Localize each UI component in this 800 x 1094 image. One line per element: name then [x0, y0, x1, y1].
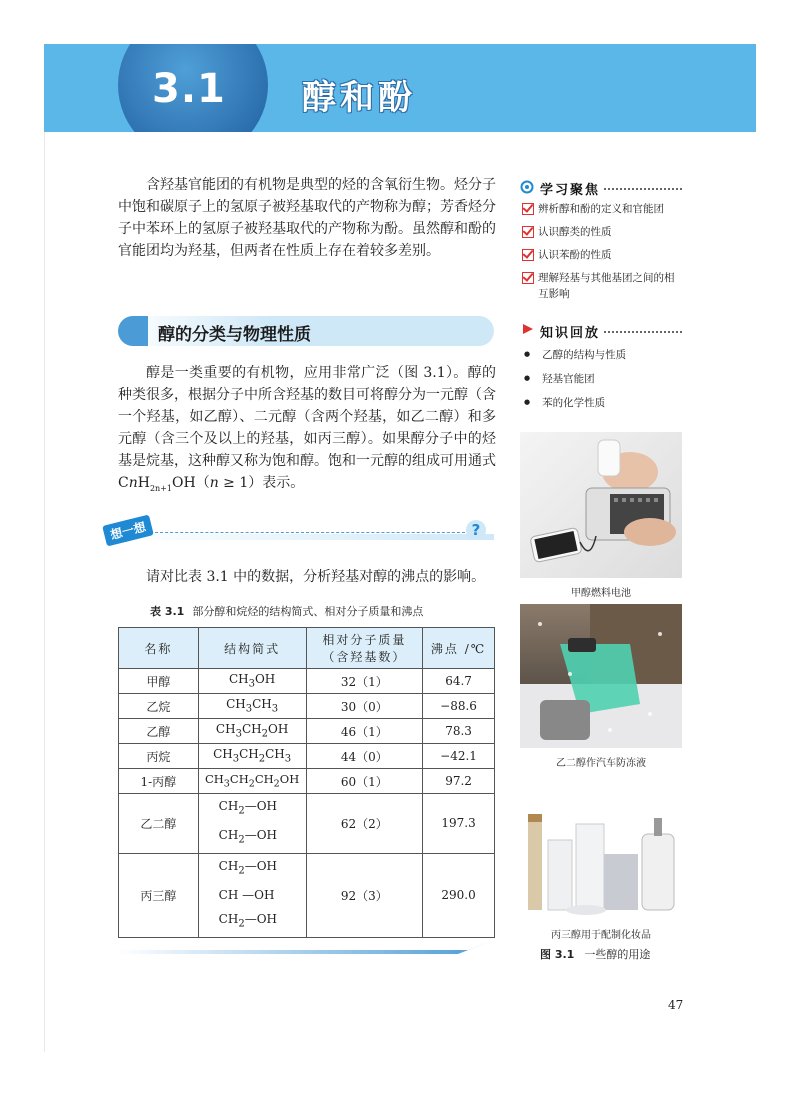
photo-caption: 甲醇燃料电池	[571, 588, 631, 599]
page-number: 47	[668, 998, 684, 1012]
review-item: ● 苯的化学性质	[524, 395, 605, 410]
formula-glycol: $CH_2—OH$ $CH_2—OH$	[198, 794, 306, 854]
formula-tail: ≥ 1）表示。	[218, 475, 305, 491]
formula-n: n	[128, 475, 138, 491]
header-mass: 相对分子质量 （含羟基数）	[306, 628, 423, 669]
focus-item: 理解羟基与其他基团之间的相互影响	[522, 270, 682, 302]
data-table	[118, 627, 495, 938]
focus-item: 辨析醇和酚的定义和官能团	[522, 201, 682, 217]
review-dots	[604, 331, 682, 333]
table-caption	[150, 603, 423, 619]
table-row: 甲醇 $CH_3OH$ 32（1） 64.7	[119, 669, 495, 694]
table-row: 1-丙醇 $CH_3CH_2CH_2OH$ 60（1） 97.2	[119, 769, 495, 794]
table-row: 乙烷 $CH_3CH_3$ 30（0） −88.6	[119, 694, 495, 719]
page-gutter-line	[44, 132, 45, 1052]
focus-icon	[520, 180, 534, 194]
photo-cosmetics	[520, 810, 682, 918]
formula-propane: $CH_3CH_2CH_3$	[198, 744, 306, 769]
table-row: 丙三醇 $CH_2—OH$ CH —OH $CH_2—OH$ 92（3） 290.0	[119, 853, 495, 937]
intro-text: 含羟基官能团的有机物是典型的烃的含氧衍生物。烃分子中饱和碳原子上的氢原子被羟基取代的产物称为醇；芳香烃分子中苯环上的氢原子被羟基取代的产物称为酚。虽然醇和酚的官能团均为羟基，但两者在性质上存在着较多差别。	[118, 177, 496, 259]
formula-ethanol: $CH_3CH_2OH$	[198, 719, 306, 744]
table-caption-text: 部分醇和烷烃的结构简式、相对分子质量和沸点	[192, 605, 424, 618]
photo-caption: 丙三醇用于配制化妆品	[551, 930, 651, 941]
formula-methanol: $CH_3OH$	[198, 669, 306, 694]
section-text: 醇是一类重要的有机物，应用非常广泛（图 3.1）。醇的种类很多，根据分子中所含羟基的数目可将醇分为一元醇（含一个羟基，如乙醇）、二元醇（含两个羟基，如乙二醇）和多元醇（含三个及以上的羟基，如丙三醇）。如果醇分子中的烃基是烷基，这种醇又称为饱和醇。饱和一元醇的组成可用通式 C	[118, 365, 496, 491]
formula-h: H	[137, 475, 150, 491]
formula-subscript: 2n+1	[149, 483, 173, 493]
focus-dots	[604, 188, 682, 190]
review-item: ● 乙醇的结构与性质	[524, 347, 626, 362]
intro-paragraph	[118, 174, 496, 262]
focus-item: 认识醇类的性质	[522, 224, 682, 240]
photo-antifreeze	[520, 604, 682, 748]
section-title: 醇的分类与物理性质	[158, 325, 311, 345]
think-bar	[118, 534, 494, 540]
photo-fuel-cell	[520, 432, 682, 578]
play-triangle-icon	[522, 323, 534, 335]
figure-caption	[540, 946, 650, 962]
checkbox-icon	[522, 226, 534, 238]
chapter-title: 醇和酚	[302, 78, 416, 118]
checkbox-icon	[522, 249, 534, 261]
think-prompt-text: 请对比表 3.1 中的数据，分析羟基对醇的沸点的影响。	[146, 569, 486, 585]
review-item: ● 羟基官能团	[524, 371, 595, 386]
table-row: 丙烷 $CH_3CH_2CH_3$ 44（0） −42.1	[119, 744, 495, 769]
section-paragraph	[118, 362, 496, 500]
antifreeze-illustration	[520, 604, 682, 748]
table-header-row	[119, 628, 495, 669]
chapter-number: 3.1	[152, 66, 226, 112]
figure-label: 图 3.1	[540, 948, 575, 961]
focus-title: 学习聚焦	[540, 183, 601, 198]
think-tag: 想一想	[102, 515, 154, 547]
focus-item: 认识苯酚的性质	[522, 247, 682, 263]
header-name: 名称	[119, 628, 199, 669]
checkbox-icon	[522, 272, 534, 284]
photo-caption: 乙二醇作汽车防冻液	[556, 758, 646, 769]
formula-oh: OH（	[172, 475, 210, 491]
formula-condition: n	[209, 475, 219, 491]
formula-ethane: $CH_3CH_3$	[198, 694, 306, 719]
header-formula: 结构简式	[198, 628, 306, 669]
think-prompt	[118, 566, 496, 588]
formula-glycerol: $CH_2—OH$ CH —OH $CH_2—OH$	[198, 853, 306, 937]
bottom-arrow-decoration	[118, 940, 494, 956]
table-row: 乙醇 $CH_3CH_2OH$ 46（1） 78.3	[119, 719, 495, 744]
table-row: 乙二醇 $CH_2—OH$ $CH_2—OH$ 62（2） 197.3	[119, 794, 495, 854]
checkbox-icon	[522, 203, 534, 215]
chapter-banner	[44, 44, 756, 132]
review-title: 知识回放	[540, 326, 601, 341]
table-caption-label: 表 3.1	[150, 605, 185, 618]
header-bp: 沸点 /℃	[423, 628, 495, 669]
section-heading-marker	[118, 316, 148, 346]
think-dashed-line	[150, 532, 470, 533]
fuel-cell-illustration	[520, 432, 682, 578]
cosmetics-illustration	[520, 810, 682, 918]
figure-text: 一些醇的用途	[584, 948, 651, 961]
formula-propanol: $CH_3CH_2CH_2OH$	[198, 769, 306, 794]
question-icon: ?	[466, 520, 486, 540]
